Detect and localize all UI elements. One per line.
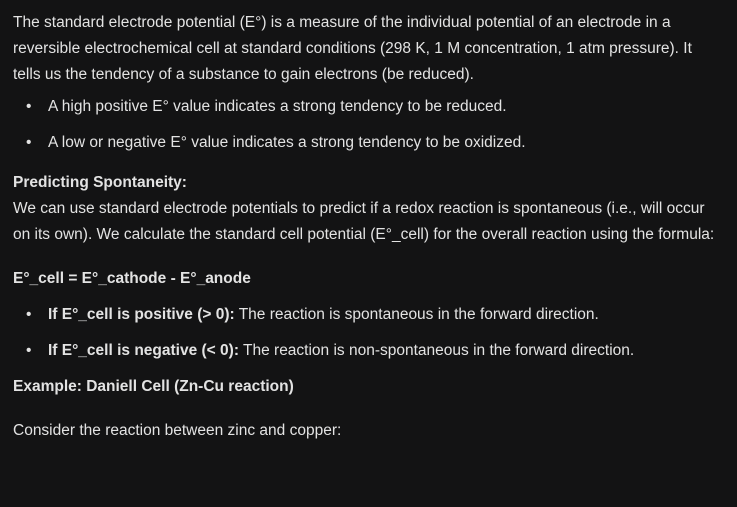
example-heading: Example: Daniell Cell (Zn-Cu reaction) [13,378,294,395]
list-item [13,130,717,156]
condition-text: The reaction is non-spontaneous in the forward direction. [238,342,635,359]
list-item [13,94,717,120]
condition-label: If E°_cell is negative (< 0): [48,342,239,359]
condition-label: If E°_cell is positive (> 0): [48,306,235,323]
potential-bullet-list [13,94,717,156]
bullet-marker: • [26,342,32,359]
intro-paragraph: The standard electrode potential (E°) is a measure of the individual potential of an electrode in a reversible electrochemical cell at standard conditions (298 K, 1 M concentration, 1 atm pressure). It tells us the tendency of a substance to gain electrons (be reduced). [13,14,692,83]
condition-text: The reaction is spontaneous in the forward direction. [234,306,599,323]
list-item [13,302,717,328]
bullet-marker: • [26,134,32,151]
spontaneity-heading: Predicting Spontaneity: [13,174,187,191]
bullet-text: A low or negative E° value indicates a strong tendency to be oxidized. [48,134,526,151]
bullet-marker: • [26,98,32,115]
spontaneity-paragraph: We can use standard electrode potentials to predict if a redox reaction is spontaneous (i.e., will occur on its own). We calculate the standard cell potential (E°_cell) for the overall reaction using the formula: [13,200,715,243]
bullet-marker: • [26,306,32,323]
list-item [13,338,717,364]
cell-potential-formula: E°_cell = E°_cathode - E°_anode [13,270,251,287]
example-text: Consider the reaction between zinc and copper: [13,422,342,439]
bullet-text: A high positive E° value indicates a strong tendency to be reduced. [48,98,507,115]
condition-bullet-list [13,302,717,364]
